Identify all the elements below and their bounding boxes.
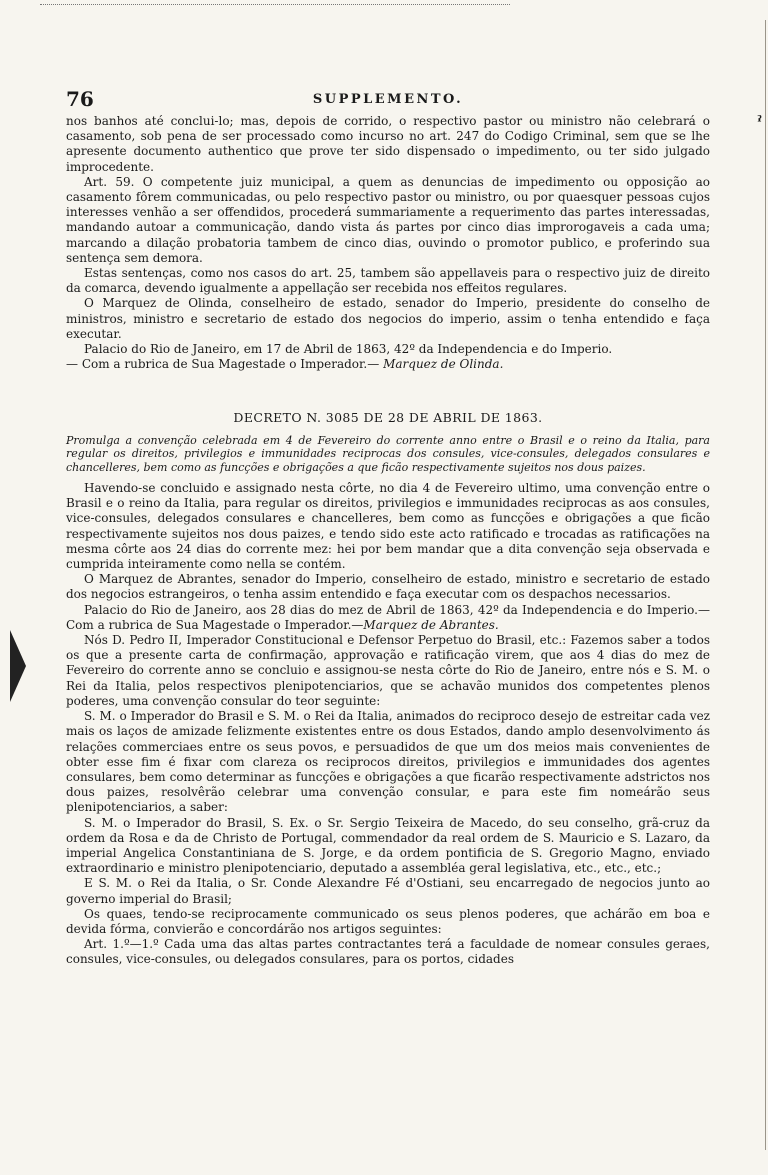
paragraph: nos banhos até conclui-lo; mas, depois de corrido, o respectivo pastor ou ministro não celebrará o casamento, sob pena de ser processado como incurso no art. 247 do Codigo Criminal, sem que se lhe apresente documento authentico que prove ter sido dispensado o impedimento, ou ter sido julgado improcedente.: [66, 114, 710, 174]
paragraph: Havendo-se concluido e assignado nesta côrte, no dia 4 de Fevereiro ultimo, uma convenção entre o Brasil e o reino da Italia, para regular os direitos, privilegios e immunidades reciprocas as aos consules, vice-consules, delegados consulares e chancelleres, bem como as funcções e obrigações a que ficão respectivamente sujeitos nos dous paizes, e tendo sido este acto ratificado e trocadas as ratificações na mesma côrte aos 24 dias do corrente mez: hei por bem mandar que a dita convenção seja observada e cumprida inteiramente como nella se contém.: [66, 481, 710, 572]
paragraph: Nós D. Pedro II, Imperador Constitucional e Defensor Perpetuo do Brasil, etc.: Fazemos saber a todos os que a presente carta de confirmação, approvação e ratificação virem, que aos 4 dias do mez de Fevereiro do corrente anno se concluio e assignou-se nesta côrte do Rio de Janeiro, entre nós e S. M. o Rei da Italia, pelos respectivos plenipotenciarios, que se achavão munidos dos competentes plenos poderes, uma convenção consular do teor seguinte:: [66, 633, 710, 708]
margin-mark-icon: ˀ: [756, 112, 762, 131]
paragraph: E S. M. o Rei da Italia, o Sr. Conde Alexandre Fé d'Ostiani, seu encarregado de negocios junto ao governo imperial do Brasil;: [66, 876, 710, 906]
signature: Marquez de Abrantes.: [363, 617, 499, 632]
paragraph: Estas sentenças, como nos casos do art. 25, tambem são appellaveis para o respectivo juiz de direito da comarca, devendo igualmente a appellação ser recebida nos effeitos regulares.: [66, 266, 710, 296]
article-1: Art. 1.º—1.º Cada uma das altas partes contractantes terá a faculdade de nomear consules geraes, consules, vice-consules, ou delegados consulares, para os portos, cidades: [66, 937, 710, 967]
palace-text: Palacio do Rio de Janeiro, aos 28 dias do mez de Abril de 1863, 42º da Independencia e do Imperio.— Com a rubrica de Sua Magestade o Imperador.—: [66, 602, 710, 632]
signature: Marquez de Olinda.: [383, 357, 504, 372]
paragraph-art-59: Art. 59. O competente juiz municipal, a quem as denuncias de impedimento ou opposição ao casamento fôrem communicadas, ou pelo respectivo pastor ou ministro, ou por quaesquer pessoas cujos interesses venhão a ser offendidos, procederá summariamente a requerimento das partes interessadas, mandando autoar a communicação, dando vista ás partes por cinco dias improrogaveis a cada uma; marcando a dilação probatoria tambem de cinco dias, ouvindo o promotor publico, e proferindo sua sentença sem demora.: [66, 174, 710, 265]
paragraph: Os quaes, tendo-se reciprocamente communicado os seus plenos poderes, que achárão em boa e devida fórma, convierão e concordárão nos artigos seguintes:: [66, 906, 710, 936]
page-number: 76: [66, 87, 94, 111]
binding-mark-icon: [10, 630, 26, 702]
running-head: SUPPLEMENTO.: [312, 92, 464, 107]
section-gap: [66, 372, 710, 410]
paragraph: S. M. o Imperador do Brasil e S. M. o Rei da Italia, animados do reciproco desejo de estreitar cada vez mais os laços de amizade felizmente existentes entre os dous Estados, dando amplo desenvolvimento ás relações commerciaes entre os seus povos, e persuadidos de que um dos meios mais convenientes de obter esse fim é fixar com clareza os reciprocos direitos, privilegios e immunidades dos agentes consulares, bem como determinar as funcções e obrigações a que ficarão respectivamente adstrictos nos dous paizes, resolvêrão celebrar uma convenção consular, e para este fim nomeárão seus plenipotenciarios, a saber:: [66, 709, 710, 815]
date-paragraph: Palacio do Rio de Janeiro, em 17 de Abril de 1863, 42º da Independencia e do Imperio.: [84, 342, 613, 357]
closing-text: — Com a rubrica de Sua Magestade o Imperador.—: [66, 357, 380, 372]
paragraph: S. M. o Imperador do Brasil, S. Ex. o Sr. Sergio Teixeira de Macedo, do seu conselho, grã-cruz da ordem da Rosa e da de Christo de Portugal, commendador da real ordem de S. Mauricio e S. Lazaro, da imperial Angelica Constantiniana de S. Jorge, e da ordem pontificia de S. Gregorio Magno, enviado extraordinario e ministro plenipotenciario, deputado a assembléa geral legislativa, etc., etc., etc.;: [66, 815, 710, 876]
decree-summary: Promulga a convenção celebrada em 4 de Fevereiro do corrente anno entre o Brasil e o reino da Italia, para regular os direitos, privilegios e immunidades reciprocas dos consules, vice-consules, delegados consulares e chancelleres, bem como as funcções e obrigações a que ficão respectivamente sujeitos nos dous paizes.: [66, 433, 710, 475]
palace-paragraph: [66, 603, 710, 633]
top-dotted-rule: [40, 4, 510, 5]
paragraph: O Marquez de Olinda, conselheiro de estado, senador do Imperio, presidente do conselho de ministros, ministro e secretario de estado dos negocios do imperio, assim o tenha entendido e faça executar.: [66, 296, 710, 341]
decree-title: DECRETO N. 3085 DE 28 DE ABRIL DE 1863.: [233, 410, 543, 426]
document-page: [66, 88, 710, 968]
paragraph: O Marquez de Abrantes, senador do Imperio, conselheiro de estado, ministro e secretario de estado dos negocios estrangeiros, o tenha assim entendido e faça executar com os despachos necessarios.: [66, 572, 710, 602]
page-header: [66, 88, 710, 110]
closing-line: [66, 357, 710, 372]
page-edge: [765, 20, 766, 1150]
